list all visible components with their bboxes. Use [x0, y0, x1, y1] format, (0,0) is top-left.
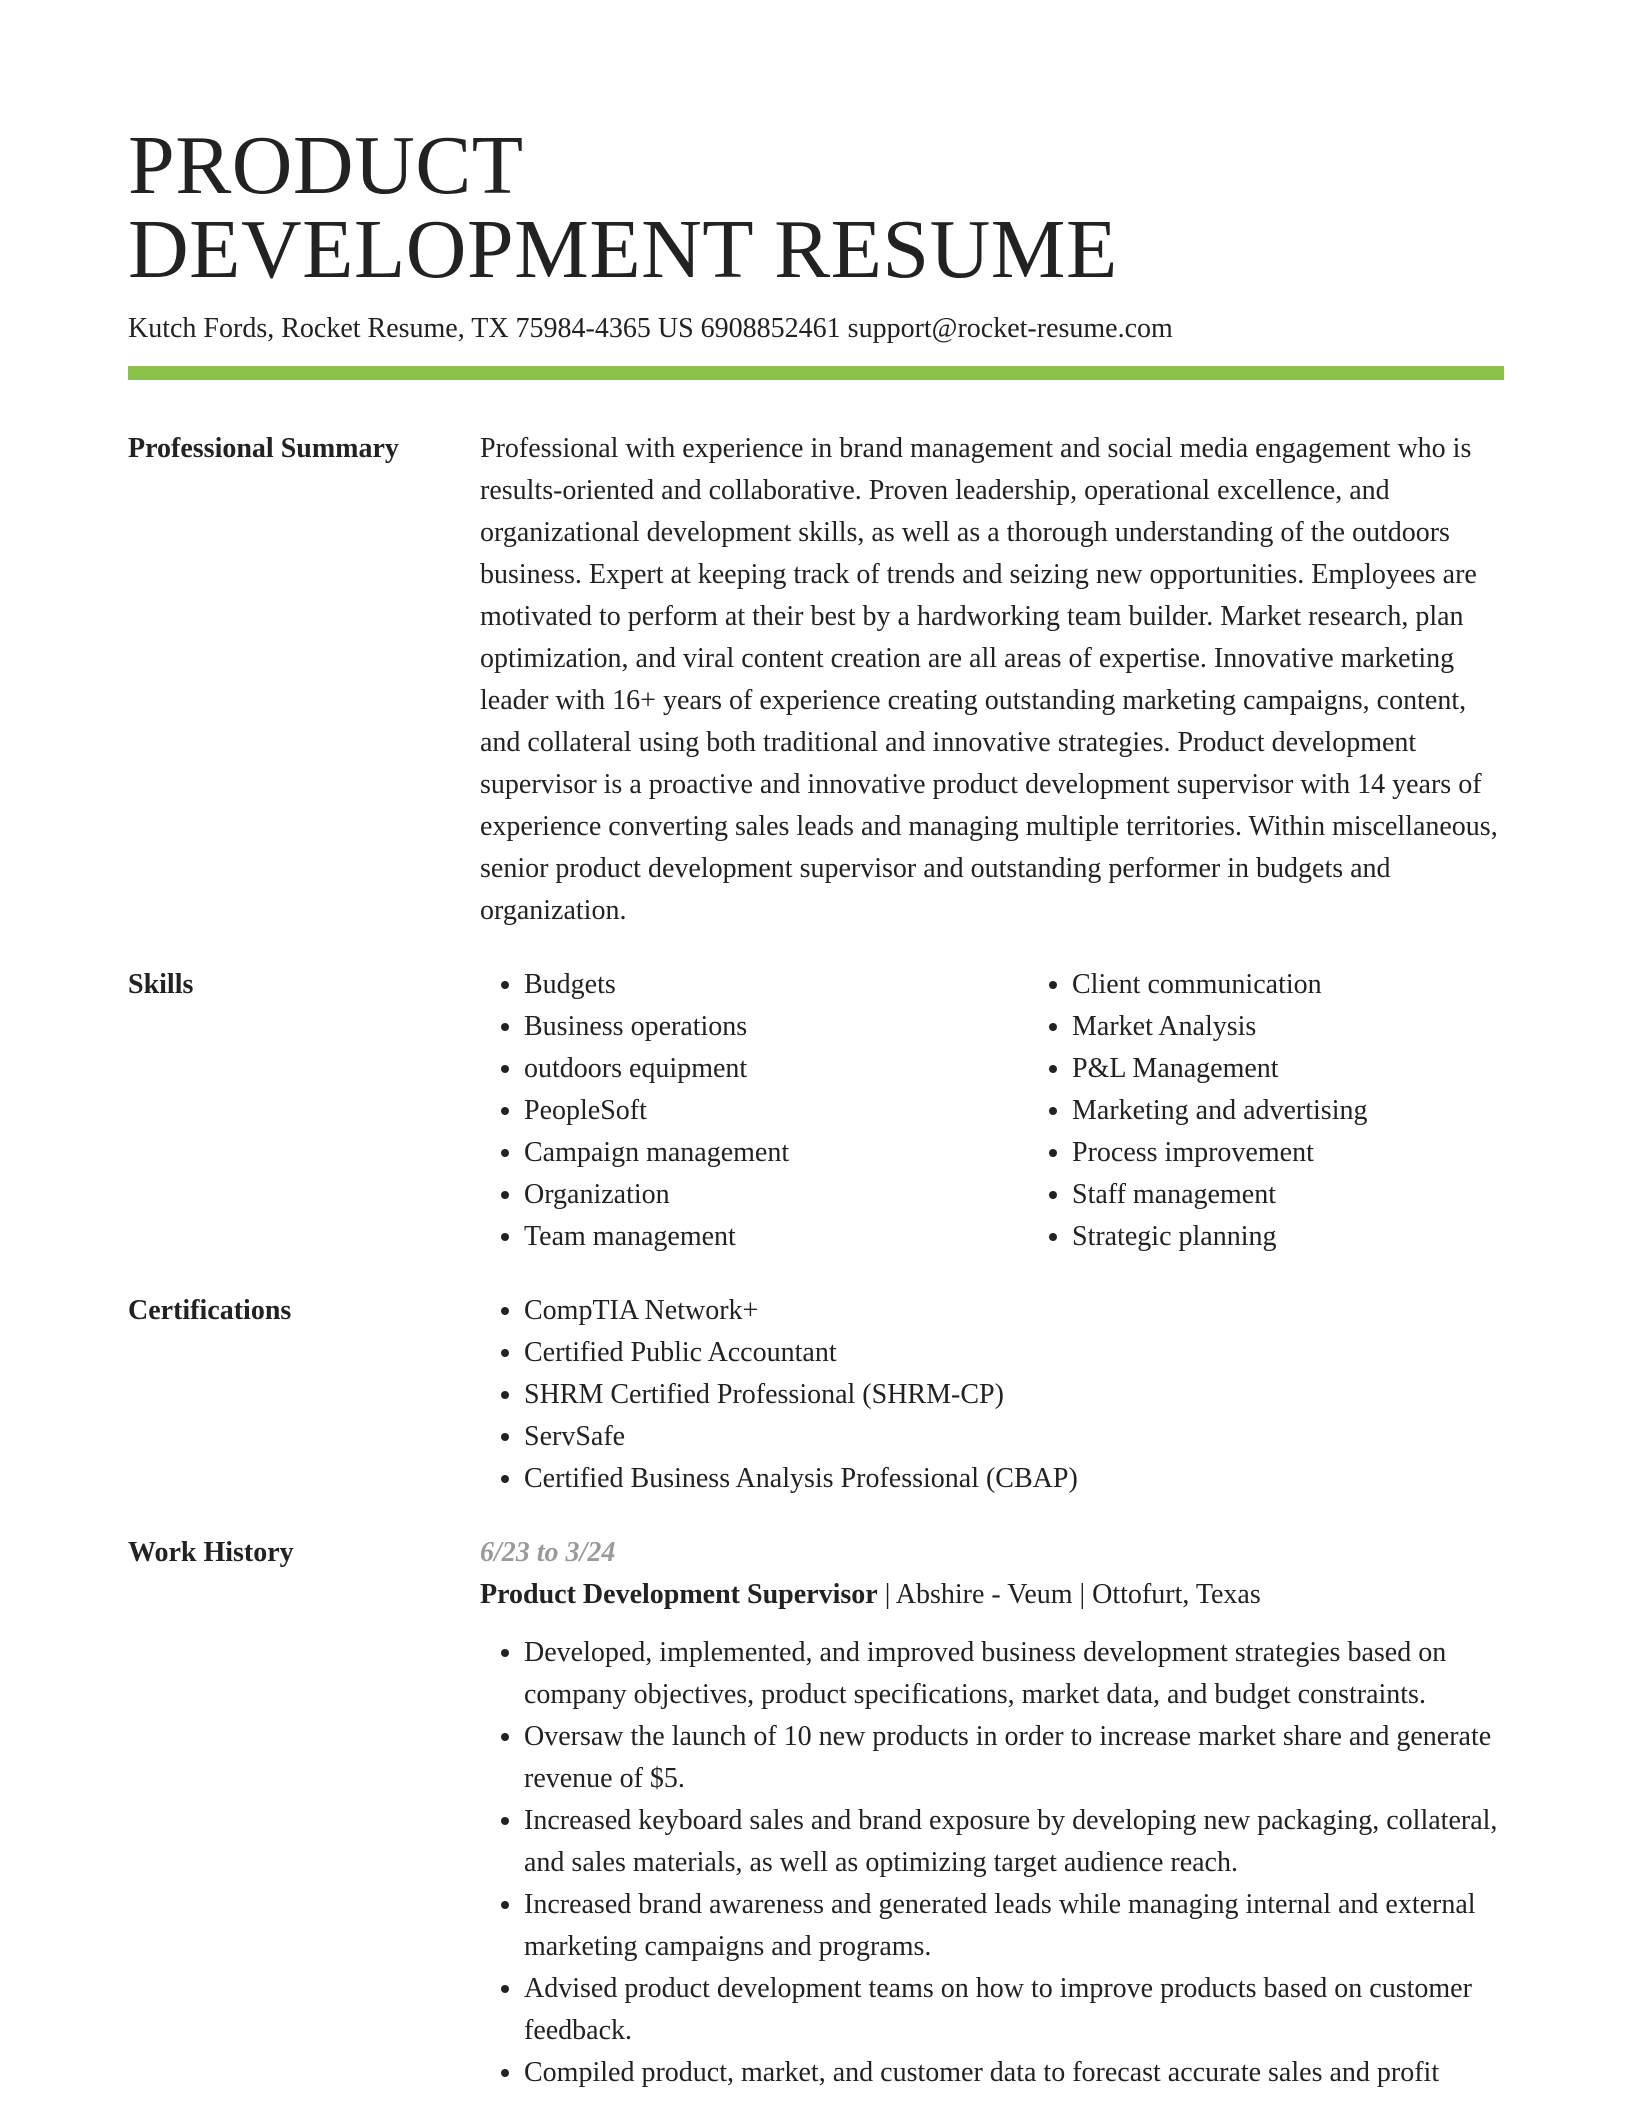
list-item: • Business operations — [524, 1006, 1028, 1048]
section-heading: Certifications — [128, 1295, 292, 1326]
contact-line: Kutch Fords, Rocket Resume, TX 75984-4365 US 6908852461 support@rocket-resume.com — [128, 313, 1173, 344]
list-item: • outdoors equipment — [524, 1048, 1028, 1090]
section-body — [480, 1532, 1504, 2094]
list-item: • CompTIA Network+ — [524, 1290, 1504, 1332]
section-heading: Professional Summary — [128, 433, 399, 464]
section-skills — [128, 964, 1504, 1258]
list-item: • Increased brand awareness and generated leads while managing internal and external marketing campaigns and programs. — [524, 1884, 1504, 1968]
header-divider — [128, 366, 1504, 380]
certifications-list — [480, 1290, 1504, 1500]
skills-list-left — [480, 964, 1028, 1258]
section-work-history — [128, 1532, 1504, 2094]
job-header — [480, 1574, 1504, 1616]
list-item: • Strategic planning — [1072, 1216, 1576, 1258]
list-item: • Campaign management — [524, 1132, 1028, 1174]
list-item: • Certified Public Accountant — [524, 1332, 1504, 1374]
list-item: • Budgets — [524, 964, 1028, 1006]
job-title: Product Development Supervisor — [480, 1579, 878, 1610]
list-item: • SHRM Certified Professional (SHRM-CP) — [524, 1374, 1504, 1416]
summary-text: Professional with experience in brand management and social media engagement who is results-oriented and collaborative. Proven leadership, operational excellence, and organizational development skills, as well as a thorough understanding of the outdoors business. Expert at keeping track of trends and seizing new opportunities. Employees are motivated to perform at their best by a hardworking team builder. Market research, plan optimization, and viral content creation are all areas of expertise. Innovative marketing leader with 16+ years of experience creating outstanding marketing campaigns, content, and collateral using both traditional and innovative strategies. Product development supervisor is a proactive and innovative product development supervisor with 14 years of experience converting sales leads and managing multiple territories. Within miscellaneous, senior product development supervisor and outstanding performer in budgets and organization. — [480, 433, 1498, 926]
section-body — [480, 428, 1504, 932]
job-bullets — [480, 1632, 1504, 2094]
list-item: • Certified Business Analysis Professional (CBAP) — [524, 1458, 1504, 1500]
section-professional-summary — [128, 428, 1504, 932]
section-body — [480, 1290, 1504, 1500]
list-item: • PeopleSoft — [524, 1090, 1028, 1132]
list-item: • Staff management — [1072, 1174, 1576, 1216]
list-item: • Advised product development teams on how to improve products based on customer feedback. — [524, 1968, 1504, 2052]
list-item: • Increased keyboard sales and brand exposure by developing new packaging, collateral, and sales materials, as well as optimizing target audience reach. — [524, 1800, 1504, 1884]
section-heading: Skills — [128, 969, 194, 1000]
skills-grid — [480, 964, 1576, 1258]
list-item: • Oversaw the launch of 10 new products in order to increase market share and generate revenue of $5. — [524, 1716, 1504, 1800]
skills-list-right — [1028, 964, 1576, 1258]
list-item: • ServSafe — [524, 1416, 1504, 1458]
section-heading: Work History — [128, 1537, 294, 1568]
list-item: • Process improvement — [1072, 1132, 1576, 1174]
resume-page — [128, 0, 1504, 2094]
list-item: • Marketing and advertising — [1072, 1090, 1576, 1132]
job-company-location: | Abshire - Veum | Ottofurt, Texas — [877, 1579, 1261, 1610]
list-item: • P&L Management — [1072, 1048, 1576, 1090]
resume-title — [128, 0, 1504, 296]
section-certifications — [128, 1290, 1504, 1500]
list-item: • Compiled product, market, and customer data to forecast accurate sales and profit — [524, 2052, 1504, 2094]
list-item: • Developed, implemented, and improved business development strategies based on company objectives, product specifications, market data, and budget constraints. — [524, 1632, 1504, 1716]
title-line-1: PRODUCT — [128, 119, 524, 212]
list-item: • Client communication — [1072, 964, 1576, 1006]
title-line-2: DEVELOPMENT RESUME — [128, 203, 1118, 296]
list-item: • Team management — [524, 1216, 1028, 1258]
job-date: 6/23 to 3/24 — [480, 1537, 616, 1568]
list-item: • Market Analysis — [1072, 1006, 1576, 1048]
list-item: • Organization — [524, 1174, 1028, 1216]
